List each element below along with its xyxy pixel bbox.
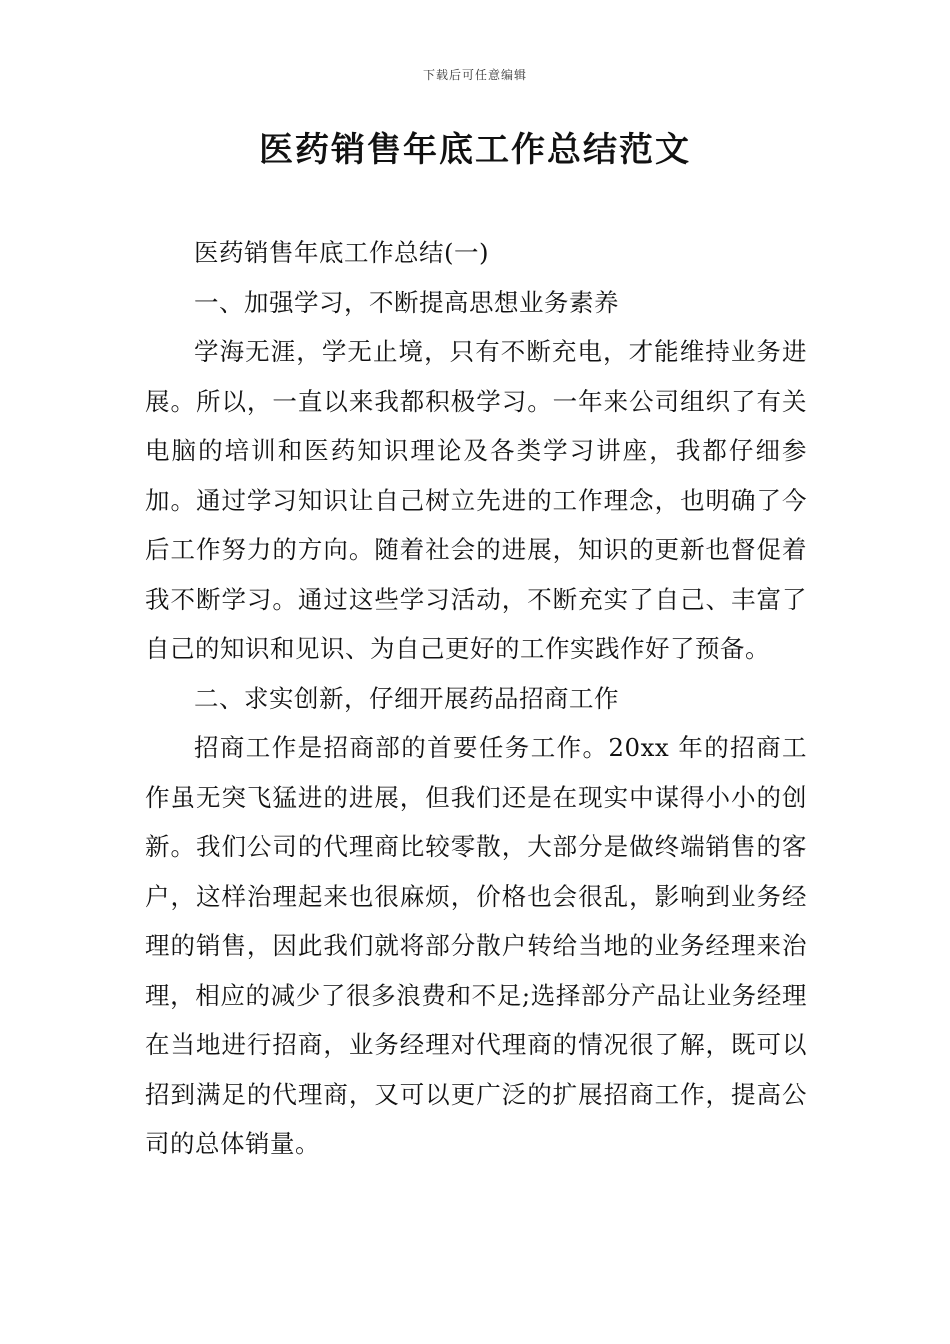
body-paragraph: 招商工作是招商部的首要任务工作。20xx 年的招商工作虽无突飞猛进的进展，但我们还是在现实中谋得小小的创新。我们公司的代理商比较零散，大部分是做终端销售的客户，这样治理起来也很麻烦，价格也会很乱，影响到业务经理的销售，因此我们就将部分散户转给当地的业务经理来治理，相应的减少了很多浪费和不足;选择部分产品让业务经理在当地进行招商，业务经理对代理商的情况很了解，既可以招到满足的代理商，又可以更广泛的扩展招商工作，提高公司的总体销量。 [145, 733, 807, 1158]
header-note: 下载后可任意编辑 [422, 68, 527, 82]
section-heading: 医药销售年底工作总结(一) [194, 238, 490, 267]
document-body [145, 228, 807, 1169]
body-paragraph: 学海无涯，学无止境，只有不断充电，才能维持业务进展。所以，一直以来我都积极学习。一年来公司组织了有关电脑的培训和医药知识理论及各类学习讲座，我都仔细参加。通过学习知识让自己树立先进的工作理念，也明确了今后工作努力的方向。随着社会的进展，知识的更新也督促着我不断学习。通过这些学习活动，不断充实了自己、丰富了自己的知识和见识、为自己更好的工作实践作好了预备。 [145, 337, 807, 663]
document-title: 医药销售年底工作总结范文 [259, 130, 691, 170]
subsection-heading: 一、加强学习，不断提高思想业务素养 [194, 287, 619, 317]
subsection-heading: 二、求实创新，仔细开展药品招商工作 [194, 683, 619, 713]
